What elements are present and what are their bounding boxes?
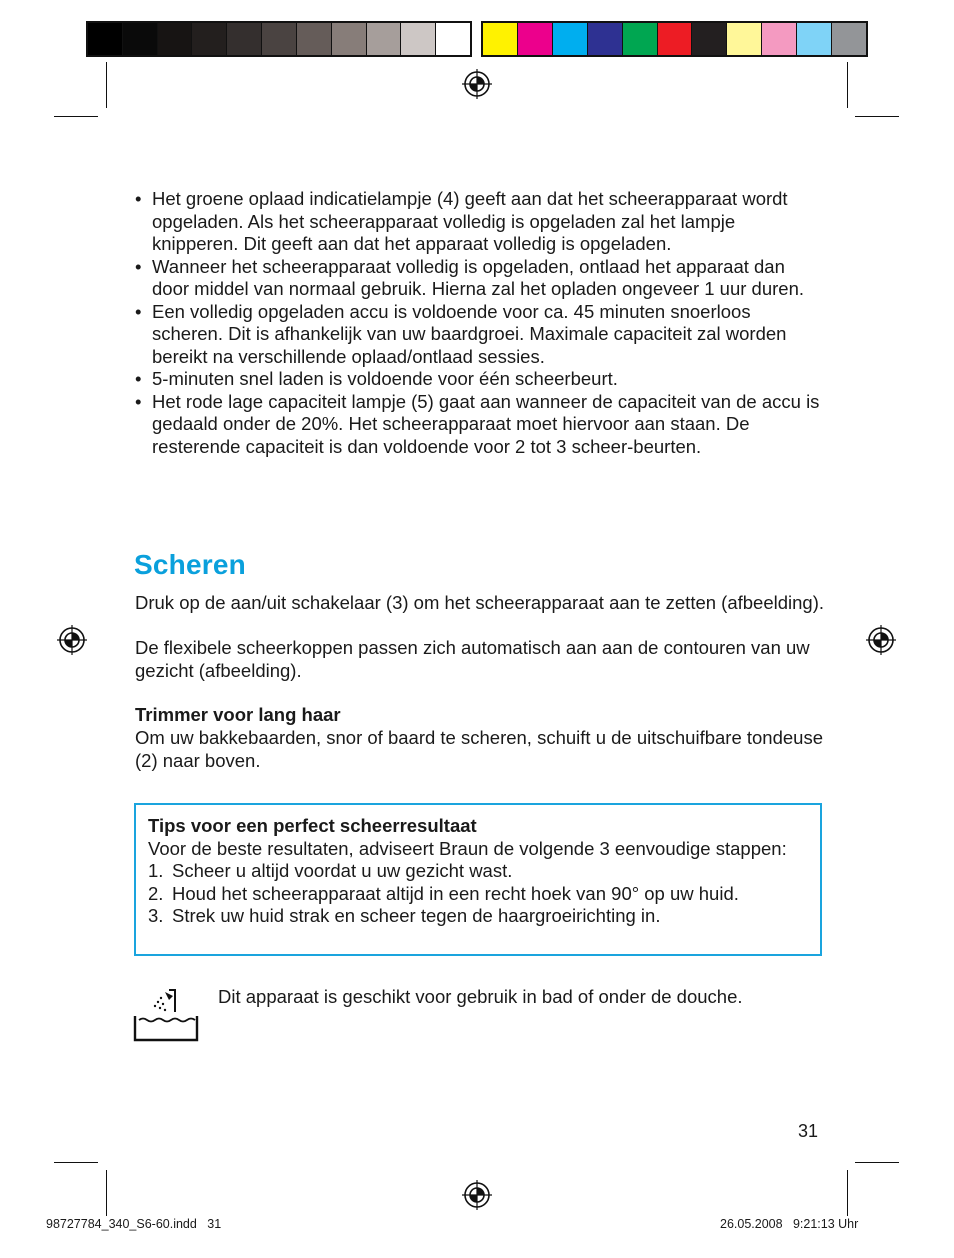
step-text: Strek uw huid strak en scheer tegen de haargroeirichting in. — [172, 905, 661, 926]
color-swatch — [832, 23, 866, 55]
list-item — [148, 905, 808, 928]
color-swatch — [262, 23, 297, 55]
crop-mark — [54, 116, 98, 117]
color-swatch — [518, 23, 553, 55]
tips-steps — [148, 860, 808, 928]
crop-mark — [855, 116, 899, 117]
list-item: • Het groene oplaad indicatielampje (4) geeft aan dat het scheerapparaat wordt opgeladen. Als het scheerapparaat volledig is opgeladen zal het lampje knipperen. Dit geeft aan dat het apparaat volledig is opgeladen. — [135, 188, 825, 256]
crop-mark — [847, 1170, 848, 1216]
tips-title: Tips voor een perfect scheerresultaat — [148, 815, 477, 836]
registration-mark-icon — [462, 69, 492, 99]
color-swatch — [797, 23, 832, 55]
list-item: • 5-minuten snel laden is voldoende voor één scheerbeurt. — [135, 368, 825, 391]
color-swatch — [401, 23, 436, 55]
crop-mark — [855, 1162, 899, 1163]
tips-intro: Voor de beste resultaten, adviseert Braun de volgende 3 eenvoudige stappen: — [148, 837, 787, 859]
section-heading: Scheren — [134, 549, 246, 580]
bath-shower-icon — [133, 986, 199, 1042]
slug-file-info: 98727784_340_S6-60.indd 31 — [46, 1217, 222, 1231]
color-swatch — [436, 23, 470, 55]
step-text: Scheer u altijd voordat u uw gezicht wast. — [172, 860, 513, 881]
crop-mark — [54, 1162, 98, 1163]
paragraph-switch-on: Druk op de aan/uit schakelaar (3) om het scheerapparaat aan te zetten (afbeelding). — [135, 592, 825, 613]
step-number: 3. — [148, 905, 164, 926]
color-calibration-strip — [481, 21, 868, 57]
list-item: • Een volledig opgeladen accu is voldoende voor ca. 45 minuten snoerloos scheren. Dit is afhankelijk van uw baardgroei. Maximale capaciteit zal worden bereikt na verschillende oplaad/ontlaad sessies. — [135, 301, 825, 369]
paragraph-flexible-heads: De flexibele scheerkoppen passen zich automatisch aan aan de contouren van uw gezicht (afbeelding). — [135, 637, 810, 681]
color-swatch — [553, 23, 588, 55]
step-text: Houd het scheerapparaat altijd in een recht hoek van 90° op uw huid. — [172, 882, 739, 904]
registration-mark-icon — [57, 625, 87, 655]
color-swatch — [762, 23, 797, 55]
crop-mark — [847, 62, 848, 108]
crop-mark — [106, 1170, 107, 1216]
color-swatch — [332, 23, 367, 55]
list-item — [148, 883, 808, 906]
color-swatch — [192, 23, 227, 55]
list-item: • Wanneer het scheerapparaat volledig is opgeladen, ontlaad het apparaat dan door middel van normaal gebruik. Hierna zal het opladen ongeveer 1 uur duren. — [135, 256, 825, 301]
color-swatch — [88, 23, 123, 55]
color-swatch — [658, 23, 693, 55]
color-swatch — [623, 23, 658, 55]
registration-mark-icon — [866, 625, 896, 655]
color-swatch — [158, 23, 193, 55]
charging-bullet-list — [135, 188, 825, 458]
trimmer-subheading: Trimmer voor lang haar — [135, 704, 341, 725]
color-swatch — [227, 23, 262, 55]
color-swatch — [297, 23, 332, 55]
color-swatch — [123, 23, 158, 55]
step-number: 2. — [148, 882, 164, 904]
registration-mark-icon — [462, 1180, 492, 1210]
color-swatch — [692, 23, 727, 55]
list-item: • Het rode lage capaciteit lampje (5) gaat aan wanneer de capaciteit van de accu is gedaald onder de 20%. Het scheerapparaat moet hiervoor aan staan. De resterende capaciteit is dan voldoende voor 2 tot 3 scheer-beurten. — [135, 391, 825, 459]
crop-mark — [106, 62, 107, 108]
color-swatch — [727, 23, 762, 55]
step-number: 1. — [148, 860, 164, 881]
slug-timestamp: 26.05.2008 9:21:13 Uhr — [720, 1217, 859, 1231]
tips-box — [134, 803, 822, 956]
trimmer-paragraph: Om uw bakkebaarden, snor of baard te scheren, schuift u de uitschuifbare tondeuse (2) naar boven. — [135, 727, 823, 771]
page-number: 31 — [798, 1121, 819, 1141]
color-swatch — [483, 23, 518, 55]
color-swatch — [367, 23, 402, 55]
bath-note: Dit apparaat is geschikt voor gebruik in bad of onder de douche. — [218, 986, 743, 1007]
gray-calibration-strip — [86, 21, 472, 57]
color-swatch — [588, 23, 623, 55]
list-item — [148, 860, 808, 883]
